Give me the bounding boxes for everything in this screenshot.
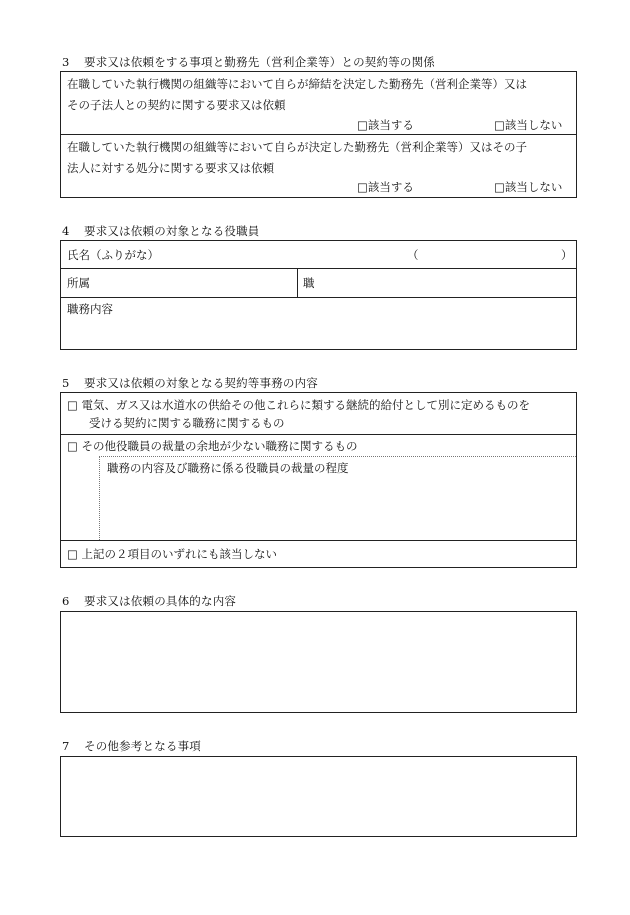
continuous-supply-option[interactable]: □ 電気、ガス又は水道水の供給その他これらに類する継続的給付として別に定めるものを 受ける契約に関する職務に関するもの — [61, 393, 576, 435]
disposition-no-checkbox[interactable]: □該当しない — [494, 180, 563, 194]
other-reference-box[interactable] — [60, 756, 577, 837]
disposition-yes-checkbox[interactable]: □該当する — [357, 180, 414, 194]
dept-label: 所属 — [67, 276, 90, 290]
low-discretion-option[interactable]: □ その他役職員の裁量の余地が少ない職務に関するもの 職務の内容及び職務に係る役職員の裁量の程度 — [61, 435, 576, 541]
specific-content-box[interactable] — [60, 611, 577, 713]
section-4-title: 4 要求又は依頼の対象となる役職員 — [62, 224, 260, 238]
section-4-table — [60, 240, 577, 350]
section-5-title: 5 要求又は依頼の対象となる契約等事務の内容 — [62, 376, 318, 390]
post-label: 職 — [303, 276, 315, 290]
disposition-relation-row: 在職していた執行機関の組織等において自らが決定した勤務先（営利企業等）又はその子 法人に対する処分に関する要求又は依頼 □該当する □該当しない — [67, 140, 563, 194]
section-6-title: 6 要求又は依頼の具体的な内容 — [62, 594, 237, 608]
name-row[interactable]: 氏名（ふりがな） （ ） — [61, 241, 576, 269]
contract-relation-row: 在職していた執行機関の組織等において自らが締結を決定した勤務先（営利企業等）又は その子法人との契約に関する要求又は依頼 □該当する □該当しない — [61, 72, 576, 135]
contract-no-checkbox[interactable]: □該当しない — [494, 118, 563, 132]
section-3-table — [60, 71, 577, 198]
duty-row[interactable]: 職務内容 — [67, 302, 113, 316]
contract-yes-checkbox[interactable]: □該当する — [357, 118, 414, 132]
section-5-table — [60, 392, 577, 568]
section-7-title: 7 その他参考となる事項 — [62, 739, 201, 753]
section-3-title: 3 要求又は依頼をする事項と勤務先（営利企業等）との契約等の関係 — [62, 55, 435, 69]
none-option[interactable]: □ 上記の２項目のいずれにも該当しない — [67, 547, 278, 561]
affiliation-row — [61, 269, 576, 298]
